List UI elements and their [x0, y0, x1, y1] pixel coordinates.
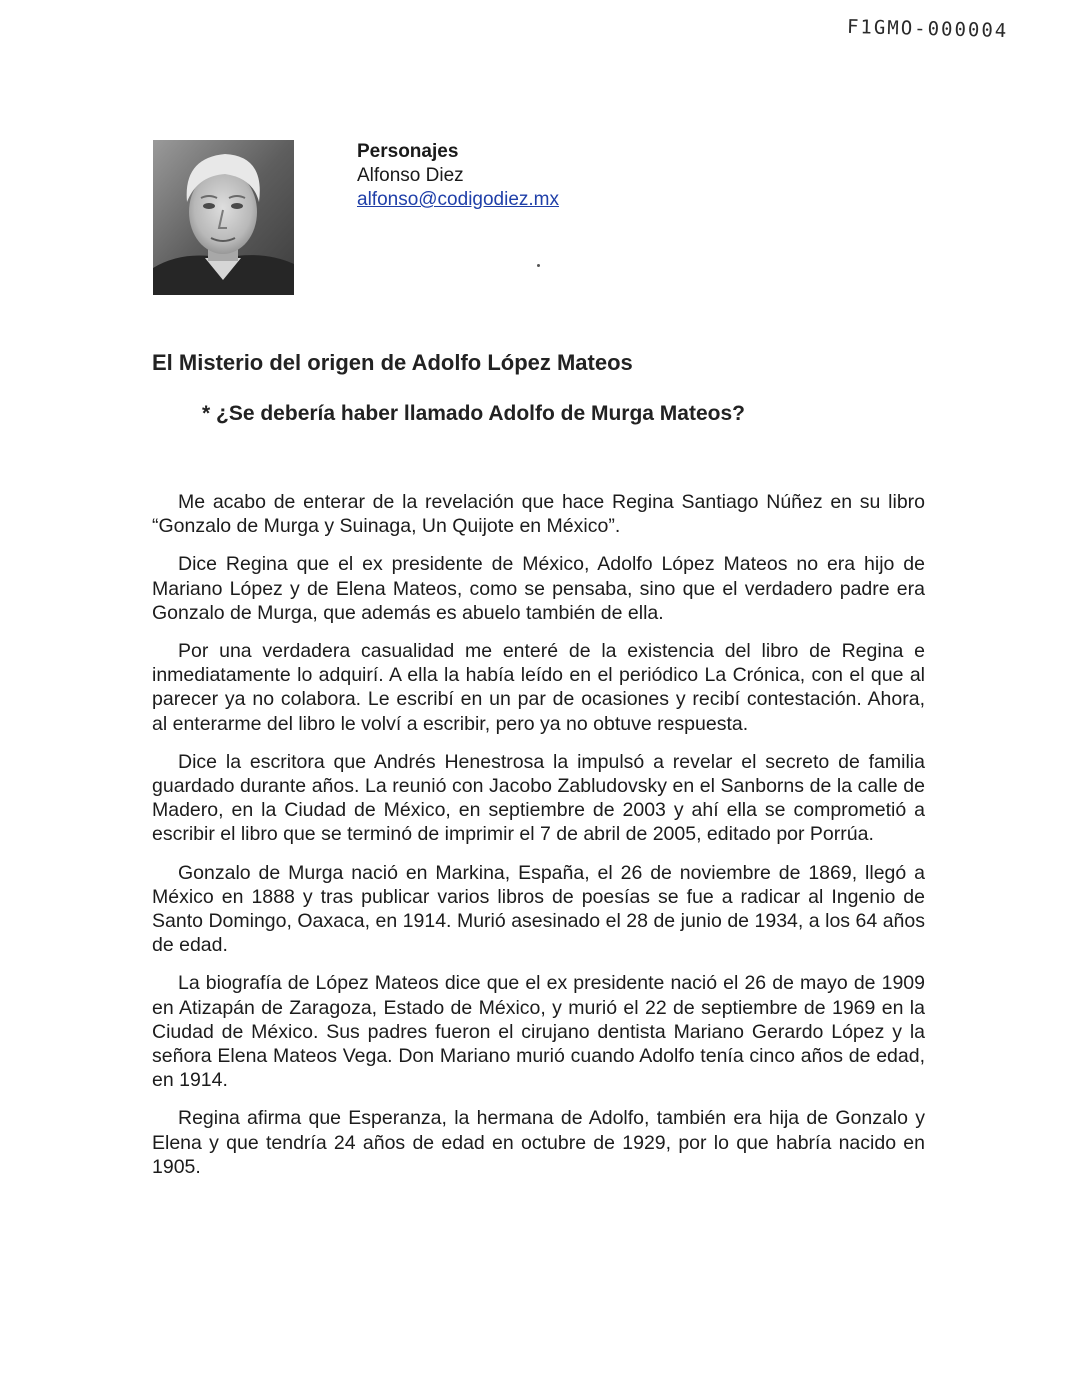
paragraph: La biografía de López Mateos dice que el ex presidente nació el 26 de mayo de 1909 en Atizapán de Zaragoza, Estado de México, y murió el 22 de septiembre de 1969 en la Ciudad de México. Sus padres fueron el cirujano dentista Mariano Gerardo López y la señora Elena Mateos Vega. Don Mariano murió cuando Adolfo tenía cinco años de edad, en 1914.	[152, 972, 925, 1092]
author-info	[357, 140, 559, 212]
author-email-link[interactable]: alfonso@codigodiez.mx	[357, 189, 560, 210]
paragraph: Gonzalo de Murga nació en Markina, España, el 26 de noviembre de 1869, llegó a México en 1888 y tras publicar varios libros de poesías se fue a radicar al Ingenio de Santo Domingo, Oaxaca, en 1914. Murió asesinado el 28 de junio de 1934, a los 64 años de edad.	[152, 861, 925, 957]
paragraph: Dice Regina que el ex presidente de México, Adolfo López Mateos no era hijo de Mariano López y de Elena Mateos, como se pensaba, sino que el verdadero padre era Gonzalo de Murga, que además es abuelo también de ella.	[152, 553, 925, 624]
scan-speck	[537, 264, 540, 267]
article-subtitle: * ¿Se debería haber llamado Adolfo de Murga Mateos?	[202, 402, 745, 425]
paragraph: Me acabo de enterar de la revelación que hace Regina Santiago Núñez en su libro “Gonzalo de Murga y Suinaga, Un Quijote en México”.	[152, 491, 925, 538]
article-title: El Misterio del origen de Adolfo López Mateos	[152, 350, 633, 375]
author-portrait-image	[153, 140, 294, 295]
article-body	[152, 490, 925, 1193]
author-photo	[153, 140, 294, 295]
handwritten-document-id: F1GMO-000004	[846, 15, 1009, 43]
section-heading: Personajes	[357, 141, 459, 162]
author-name: Alfonso Diez	[357, 165, 464, 186]
paragraph: Por una verdadera casualidad me enteré de la existencia del libro de Regina e inmediatamente lo adquirí. A ella la había leído en el periódico La Crónica, con el que al parecer ya no colabora. Le escribí en un par de ocasiones y recibí contestación. Ahora, al enterarme del libro le volví a escribir, pero ya no obtuve respuesta.	[152, 640, 925, 735]
paragraph: Dice la escritora que Andrés Henestrosa la impulsó a revelar el secreto de familia guardado durante años. La reunió con Jacobo Zabludovsky en el Sanborns de la calle de Madero, en la Ciudad de México, en septiembre de 2003 y ahí ella se comprometió a escribir el libro que se terminó de imprimir el 7 de abril de 2005, editado por Porrúa.	[152, 750, 925, 846]
paragraph: Regina afirma que Esperanza, la hermana de Adolfo, también era hija de Gonzalo y Elena y que tendría 24 años de edad en octubre de 1929, por lo que habría nacido en 1905.	[152, 1107, 925, 1178]
